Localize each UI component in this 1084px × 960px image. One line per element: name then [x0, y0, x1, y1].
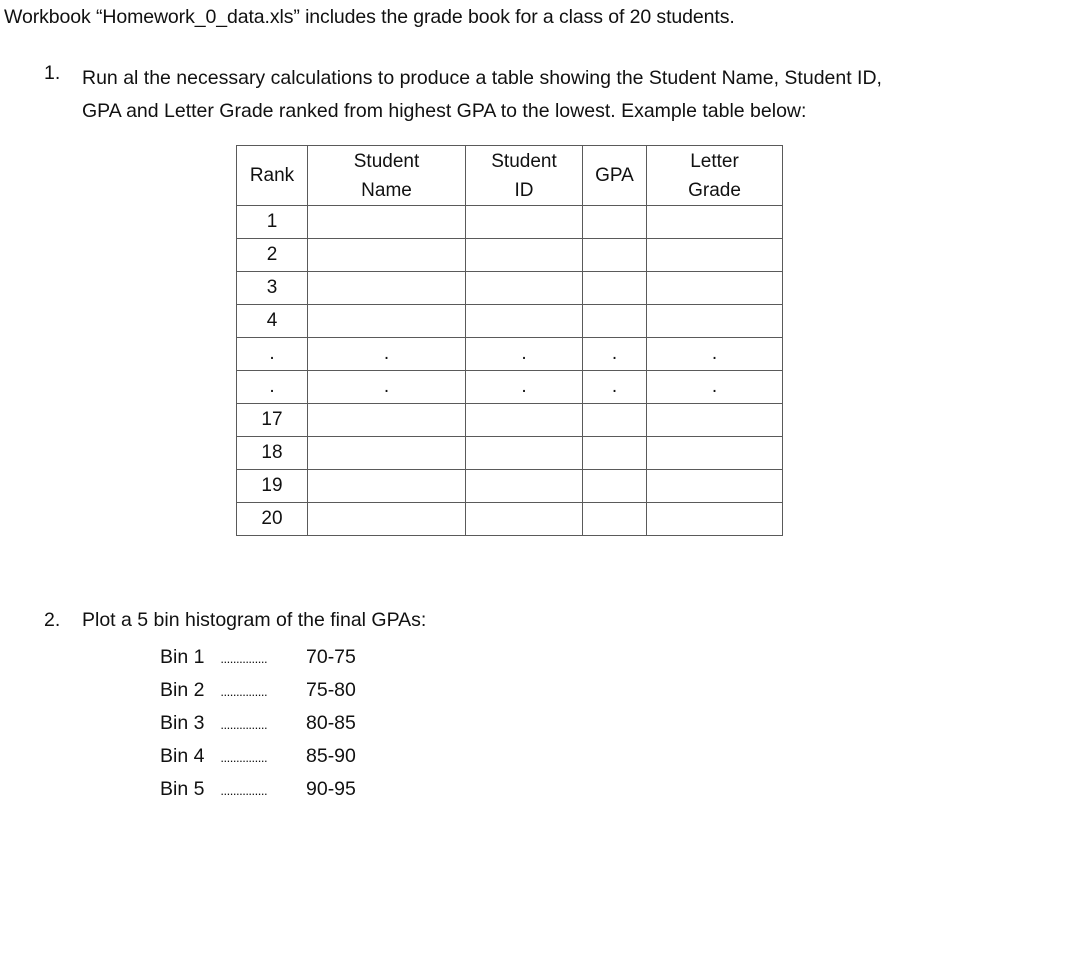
cell-student-name: . — [308, 338, 466, 371]
cell-gpa — [583, 503, 647, 536]
cell-student-id — [466, 272, 583, 305]
table-row — [237, 470, 783, 503]
bin-leader-dots: ............... — [220, 651, 268, 666]
bin-leader-dots: ............... — [220, 684, 268, 699]
cell-letter-grade — [647, 206, 783, 239]
cell-rank: 4 — [237, 305, 308, 338]
cell-student-name — [308, 272, 466, 305]
cell-student-name — [308, 404, 466, 437]
cell-letter-grade — [647, 239, 783, 272]
header-gpa — [583, 146, 647, 206]
cell-student-name — [308, 503, 466, 536]
cell-letter-grade: . — [647, 371, 783, 404]
cell-rank: 3 — [237, 272, 308, 305]
cell-gpa: . — [583, 338, 647, 371]
cell-letter-grade — [647, 404, 783, 437]
table-row — [237, 206, 783, 239]
table-row — [237, 404, 783, 437]
header-letter-grade-line-2: Grade — [688, 179, 741, 201]
cell-letter-grade — [647, 437, 783, 470]
header-student-id-line-2: ID — [514, 179, 534, 201]
table-row — [237, 305, 783, 338]
bin-leader-dots: ............... — [220, 717, 268, 732]
table-header-row — [237, 146, 783, 206]
cell-student-id: . — [466, 371, 583, 404]
question-1-line-1: Run al the necessary calculations to produce a table showing the Student Name, Student ID, — [82, 67, 882, 89]
header-rank-label: Rank — [249, 165, 295, 186]
bin-range: 90-95 — [306, 778, 356, 800]
cell-student-name — [308, 305, 466, 338]
bin-label: Bin 4 — [160, 745, 205, 767]
cell-rank: 20 — [237, 503, 308, 536]
bin-row — [160, 677, 356, 710]
intro-text: Workbook “Homework_0_data.xls” includes the grade book for a class of 20 students. — [4, 6, 735, 28]
bin-row — [160, 644, 356, 677]
bin-label: Bin 2 — [160, 679, 205, 701]
bin-row — [160, 743, 356, 776]
cell-gpa — [583, 470, 647, 503]
header-letter-grade-line-1: Letter — [690, 150, 739, 172]
cell-student-name — [308, 239, 466, 272]
cell-rank: 17 — [237, 404, 308, 437]
cell-student-id: . — [466, 338, 583, 371]
question-1-text — [82, 62, 1042, 128]
bin-label: Bin 3 — [160, 712, 205, 734]
question-2-number: 2. — [44, 609, 61, 631]
cell-gpa — [583, 305, 647, 338]
header-student-id-line-1: Student — [491, 150, 557, 172]
cell-rank: 2 — [237, 239, 308, 272]
table-row — [237, 503, 783, 536]
table-row — [237, 371, 783, 404]
cell-student-name — [308, 470, 466, 503]
cell-student-id — [466, 437, 583, 470]
cell-rank: 1 — [237, 206, 308, 239]
cell-student-name — [308, 206, 466, 239]
bin-leader-dots: ............... — [220, 783, 268, 798]
header-student-name — [308, 146, 466, 206]
bin-range: 80-85 — [306, 712, 356, 734]
header-letter-grade — [647, 146, 783, 206]
header-student-id — [466, 146, 583, 206]
table-row — [237, 239, 783, 272]
cell-student-id — [466, 404, 583, 437]
header-student-name-line-1: Student — [353, 150, 420, 172]
question-2-text: Plot a 5 bin histogram of the final GPAs: — [82, 609, 427, 631]
cell-gpa — [583, 206, 647, 239]
cell-letter-grade — [647, 272, 783, 305]
cell-letter-grade — [647, 503, 783, 536]
bin-row — [160, 710, 356, 743]
bin-range: 75-80 — [306, 679, 356, 701]
cell-rank: 19 — [237, 470, 308, 503]
cell-student-id — [466, 206, 583, 239]
cell-letter-grade — [647, 470, 783, 503]
table-row — [237, 437, 783, 470]
header-gpa-label: GPA — [595, 165, 634, 186]
header-rank — [237, 146, 308, 206]
cell-letter-grade: . — [647, 338, 783, 371]
table-row — [237, 338, 783, 371]
bin-row — [160, 776, 356, 809]
cell-student-id — [466, 305, 583, 338]
cell-gpa — [583, 272, 647, 305]
cell-student-name: . — [308, 371, 466, 404]
table-row — [237, 272, 783, 305]
histogram-bin-list — [160, 644, 356, 809]
cell-student-id — [466, 503, 583, 536]
bin-leader-dots: ............... — [220, 750, 268, 765]
bin-label: Bin 1 — [160, 646, 205, 668]
cell-gpa — [583, 239, 647, 272]
cell-gpa: . — [583, 371, 647, 404]
bin-range: 70-75 — [306, 646, 356, 668]
header-student-name-line-2: Name — [361, 179, 412, 201]
cell-student-name — [308, 437, 466, 470]
cell-student-id — [466, 239, 583, 272]
cell-gpa — [583, 437, 647, 470]
bin-range: 85-90 — [306, 745, 356, 767]
cell-gpa — [583, 404, 647, 437]
cell-rank: 18 — [237, 437, 308, 470]
question-1-number: 1. — [44, 62, 61, 84]
cell-rank: . — [237, 371, 308, 404]
question-1-line-2: GPA and Letter Grade ranked from highest GPA to the lowest. Example table below: — [82, 100, 807, 122]
bin-label: Bin 5 — [160, 778, 205, 800]
cell-rank: . — [237, 338, 308, 371]
cell-student-id — [466, 470, 583, 503]
cell-letter-grade — [647, 305, 783, 338]
example-grade-table — [236, 145, 783, 536]
